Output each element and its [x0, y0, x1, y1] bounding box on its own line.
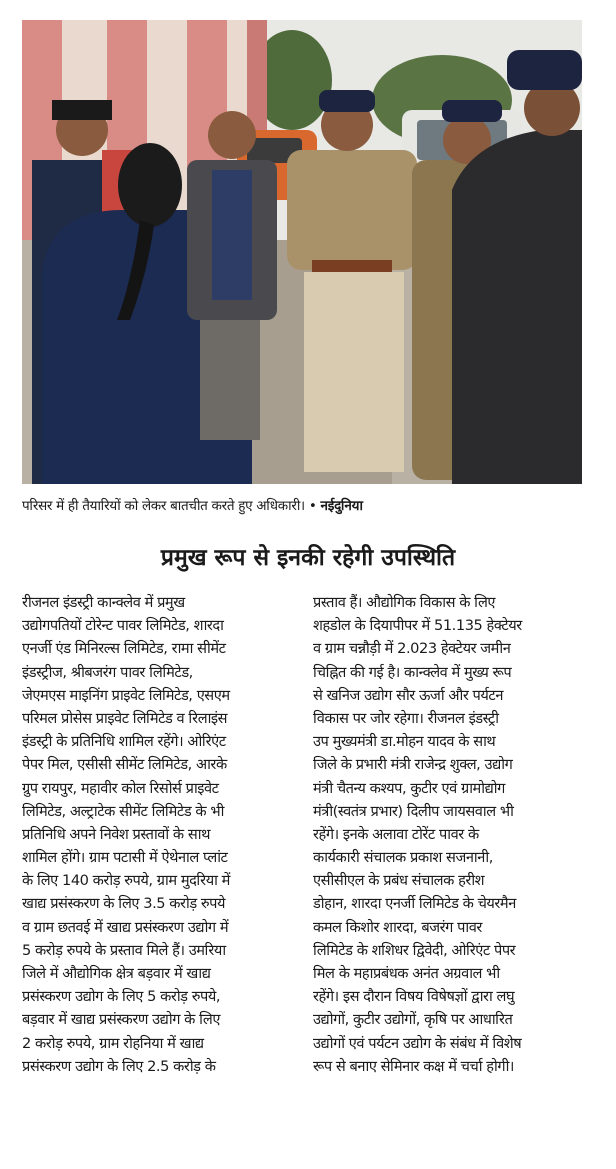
article-line: विकास पर जोर रहेगा। रीजनल इंडस्ट्री: [313, 709, 499, 727]
article-line: जेएमएस माइनिंग प्राइवेट लिमिटेड, एसएम: [22, 686, 230, 704]
photo-illustration: [22, 20, 582, 484]
article-line: उद्योगों एवं पर्यटन उद्योग के संबंध में विशेष: [313, 1034, 522, 1052]
article-line: रहेंगे। इनके अलावा टोरेंट पावर के: [313, 825, 479, 843]
article-line: जिले में औद्योगिक क्षेत्र बड़वार में खाद्य: [22, 965, 211, 982]
article-line: ग्रुप रायपुर, महावीर कोल रिसोर्स प्राइवेट: [22, 779, 219, 797]
article-line: प्रतिनिधि अपने निवेश प्रस्तावों के साथ: [22, 825, 210, 843]
article-line: रूप से बनाए सेमिनार कक्ष में चर्चा होगी।: [313, 1057, 514, 1075]
article-line: एनर्जी एंड मिनिरल्स लिमिटेड, रामा सीमेंट: [22, 640, 226, 658]
article-line: प्रस्ताव हैं। औद्योगिक विकास के लिए: [313, 594, 496, 611]
article-line: जिले के प्रभारी मंत्री राजेन्द्र शुक्ल, उद्योग: [313, 756, 513, 774]
article-line: मंत्री(स्वतंत्र प्रभार) दिलीप जायसवाल भी: [313, 802, 514, 820]
article-line: लिमिटेड के शशिधर द्विवेदी, ओरिएंट पेपर: [313, 941, 516, 959]
article-line: चिह्नित की गई है। कान्क्लेव में मुख्य रूप: [313, 663, 512, 681]
article-line: पेपर मिल, एसीसी सीमेंट लिमिटेड, आरके: [22, 756, 227, 774]
article-line: व ग्राम चन्नौड़ी में 2.023 हेक्टेयर जमीन: [313, 640, 511, 658]
article-line: 5 करोड़ रुपये के प्रस्ताव मिले हैं। उमरिया: [22, 941, 226, 959]
article-line: के लिए 140 करोड़ रुपये, ग्राम मुदरिया में: [22, 872, 230, 890]
article-line: एसीसीएल के प्रबंध संचालक हरीश: [313, 872, 485, 890]
article-line: बड़वार में खाद्य प्रसंस्करण उद्योग के लिए: [22, 1011, 220, 1029]
article-line: से खनिज उद्योग सौर ऊर्जा और पर्यटन: [313, 686, 503, 704]
article-line: शामिल होंगे। ग्राम पटासी में ऐथेनाल प्लांट: [22, 849, 228, 867]
article-line: शहडोल के दियापीपर में 51.135 हेक्टेयर: [313, 617, 522, 635]
article-line: उप मुख्यमंत्री डा.मोहन यादव के साथ: [313, 733, 496, 751]
article-line: उद्योगपतियों टोरेन्ट पावर लिमिटेड, शारदा: [22, 617, 224, 635]
article-right-column: [313, 591, 591, 1078]
article-line: इंडस्ट्रीज, श्रीबजरंग पावर लिमिटेड,: [22, 663, 193, 681]
article-left-column: [22, 591, 300, 1078]
caption-source: नईदुनिया: [320, 498, 363, 514]
article-line: प्रसंस्करण उद्योग के लिए 2.5 करोड़ के: [22, 1057, 216, 1075]
article-line: रीजनल इंडस्ट्री कान्क्लेव में प्रमुख: [22, 594, 185, 611]
article-headline: प्रमुख रूप से इनकी रहेगी उपस्थिति: [160, 545, 456, 571]
bullet-icon: •: [308, 498, 317, 514]
article-line: कमल किशोर शारदा, बजरंग पावर: [313, 918, 482, 936]
caption-text: परिसर में ही तैयारियों को लेकर बातचीत करते हुए अधिकारी।: [22, 498, 305, 514]
news-photo: [22, 20, 582, 484]
article-line: उद्योगों, कुटीर उद्योगों, कृषि पर आधारित: [313, 1011, 513, 1029]
article-line: परिमल प्रोसेस प्राइवेट लिमिटेड व रिलाइंस: [22, 709, 228, 727]
article-line: रहेंगे। इस दौरान विषय विषेषज्ञों द्वारा लघु: [313, 988, 515, 1006]
photo-caption: [22, 496, 594, 516]
article-line: इंडस्ट्री के प्रतिनिधि शामिल रहेंगे। ओरिएंट: [22, 733, 226, 751]
article-line: मिल के महाप्रबंधक अनंत अग्रवाल भी: [313, 965, 500, 982]
article-line: खाद्य प्रसंस्करण के लिए 3.5 करोड़ रुपये: [22, 895, 226, 913]
article-line: मंत्री चैतन्य कश्यप, कुटीर एवं ग्रामोद्योग: [313, 779, 505, 797]
article-line: कार्यकारी संचालक प्रकाश सजनानी,: [313, 849, 493, 867]
article-line: डोहान, शारदा एनर्जी लिमिटेड के चेयरमैन: [313, 895, 516, 913]
article-line: 2 करोड़ रुपये, ग्राम रोहनिया में खाद्य: [22, 1034, 204, 1052]
article-line: प्रसंस्करण उद्योग के लिए 5 करोड़ रुपये,: [22, 988, 221, 1006]
article-line: व ग्राम छतवई में खाद्य प्रसंस्करण उद्योग में: [22, 918, 229, 936]
article-line: लिमिटेड, अल्ट्राटेक सीमेंट लिमिटेड के भी: [22, 802, 224, 820]
